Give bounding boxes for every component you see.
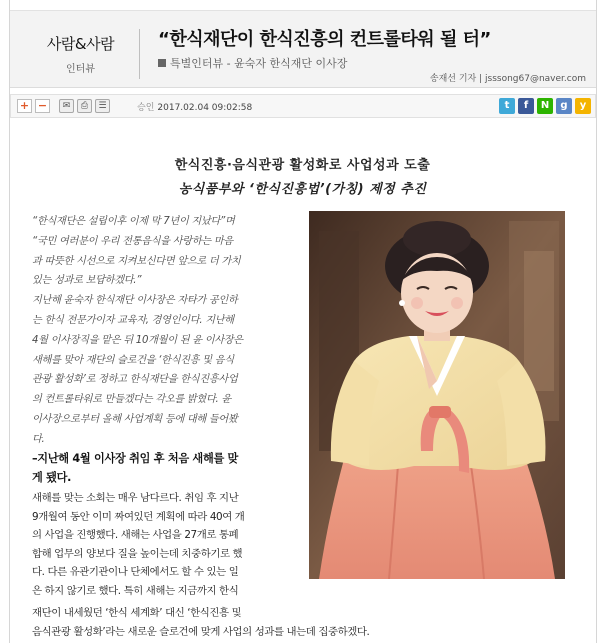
answer-line: 합해 업무의 양보다 질을 높이는데 치중하기로 했 [32, 547, 243, 560]
byline [430, 71, 586, 84]
google-icon[interactable]: g [556, 98, 572, 114]
intro-line: 는 한식 전문가이자 교육자, 경영인이다. 지난해 [32, 314, 234, 326]
reporter-email[interactable]: 송재선 기자 | jsssong67@naver.com [429, 74, 586, 84]
intro-line: 다. [32, 433, 45, 445]
naver-icon[interactable]: N [537, 98, 553, 114]
section-label [22, 29, 140, 79]
answer-line: 재단이 내세웠던 ‘한식 세계화’ 대신 ‘한식진흥 및 [32, 607, 242, 619]
question-line: –지난해 4월 이사장 취임 후 처음 새해를 맞 [32, 452, 239, 465]
section-name[interactable]: 사람&사람 [46, 35, 115, 53]
article-toolbar [10, 94, 596, 118]
print-icon[interactable]: ⎙ [77, 99, 92, 113]
interview-question [32, 449, 294, 487]
yozm-icon[interactable]: y [575, 98, 591, 114]
intro-line: 의 컨트롤타워로 만들겠다는 각오를 밝혔다. 윤 [32, 394, 231, 406]
article-header [10, 10, 596, 88]
answer-line: 음식관광 활성화’라는 새로운 슬로건에 맞게 사업의 성과를 내는데 집중하겠다. [32, 625, 370, 638]
portrait-illustration [309, 211, 565, 579]
subhead-text: 특별인터뷰 - 윤숙자 한식재단 이사장 [170, 57, 348, 70]
interview-answer [32, 489, 298, 601]
question-line: 게 됐다. [32, 471, 72, 484]
intro-line: 있는 성과로 보답하겠다.” [32, 275, 142, 287]
interviewee-photo [309, 211, 565, 579]
answer-line: 다. 다른 유관기관이나 단체에서도 할 수 있는 일 [32, 566, 239, 579]
publish-date [137, 100, 252, 113]
answer-line: 9개월여 동안 이미 짜여있던 계획에 따라 40여 개 [32, 510, 245, 523]
article-headline: “한식재단이 한식진흥의 컨트롤타워 될 터” [158, 29, 491, 50]
article-subtitle: 농식품부와 ‘한식진흥법’(가칭) 제정 추진 [178, 182, 427, 197]
scrap-icon[interactable]: ☰ [95, 99, 110, 113]
twitter-icon[interactable]: t [499, 98, 515, 114]
intro-line: “국민 여러분이 우리 전통음식을 사랑하는 마음 [32, 235, 233, 247]
answer-line: 의 사업을 진행했다. 새해는 사업을 27개로 통폐 [32, 529, 239, 542]
date-value: 2017.02.04 09:02:58 [157, 103, 253, 113]
font-increase-button[interactable]: + [17, 99, 32, 113]
article-title: 한식진흥·음식관광 활성화로 사업성과 도출 [174, 158, 431, 173]
intro-line: 과 따뜻한 시선으로 지켜보신다면 앞으로 더 가치 [32, 255, 241, 267]
email-icon[interactable]: ✉ [59, 99, 74, 113]
intro-line: 관광 활성화’로 정하고 한식재단을 한식진흥사업 [32, 374, 238, 386]
article-intro [32, 212, 294, 450]
square-bullet-icon [158, 59, 166, 67]
intro-line: 지난해 윤숙자 한식재단 이사장은 자타가 공인하 [32, 295, 238, 307]
article-subhead [158, 55, 347, 71]
intro-line: 새해를 맞아 재단의 슬로건을 ‘한식진흥 및 음식 [32, 354, 234, 366]
section-sub[interactable]: 인터뷰 [66, 64, 95, 75]
intro-line: 4월 이사장직을 맡은 뒤 10개월이 된 윤 이사장은 [32, 334, 243, 346]
answer-continued [32, 604, 472, 641]
answer-line: 은 하지 않기로 했다. 특히 새해는 지금까지 한식 [32, 584, 239, 597]
intro-line: “한식재단은 설립이후 이제 막 7년이 지났다”며 [32, 216, 235, 227]
answer-line: 새해를 맞는 소회는 매우 남다르다. 취임 후 지난 [32, 492, 239, 504]
font-decrease-button[interactable]: − [35, 99, 50, 113]
facebook-icon[interactable]: f [518, 98, 534, 114]
intro-line: 이사장으로부터 올해 사업계획 등에 대해 들어봤 [32, 413, 238, 425]
date-label: 승인 [137, 103, 155, 113]
